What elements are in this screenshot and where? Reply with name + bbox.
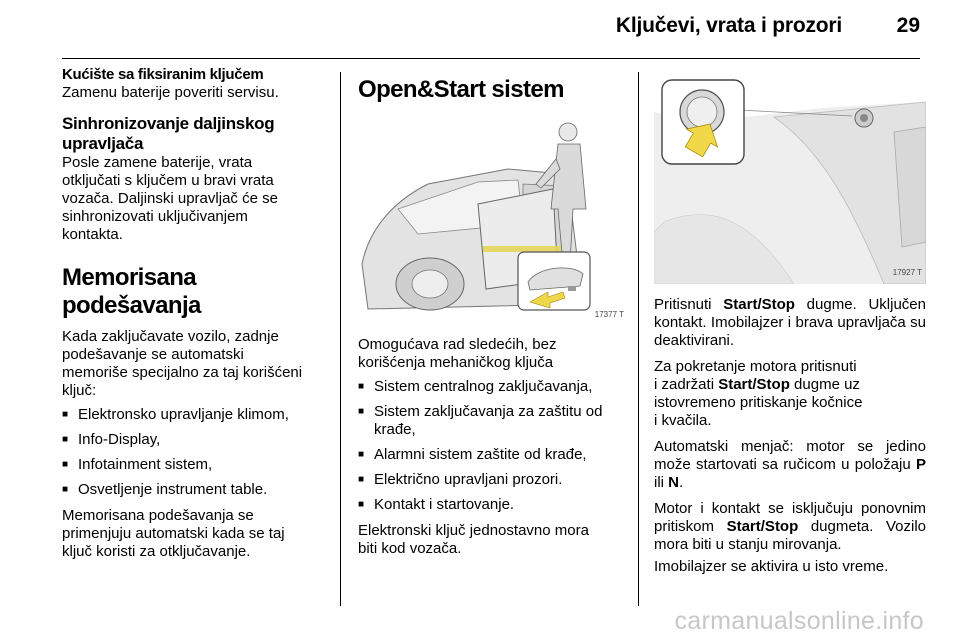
fixed-key-heading: Kućište sa fiksiranim ključem <box>62 66 264 83</box>
text-run: istovremeno pritiskanje kočnice <box>654 394 863 411</box>
column-2 <box>358 72 626 558</box>
watermark: carmanualsonline.info <box>674 607 924 635</box>
text-line: Posle zamene baterije, vrata <box>62 154 253 171</box>
car-door-drawing <box>358 114 626 326</box>
text-run: Automatski menjač: motor se jedino može startovati sa ručicom u položaju <box>654 438 926 473</box>
illustration-code: 17377 T <box>594 310 624 319</box>
gear-p-label: P <box>915 456 926 473</box>
start-stop-label: Start/Stop <box>726 518 799 535</box>
text-line: sinhronizovati uključivanjem <box>62 208 248 225</box>
list-item: ■ Osvetljenje instrument table. <box>62 481 328 499</box>
text-run: i kvačila. <box>654 412 712 429</box>
text-run: Za pokretanje motora pritisnuti <box>654 358 857 375</box>
list-item: ■ Kontakt i startovanje. <box>358 496 626 514</box>
text-run: Motor i kontakt se isključuju ponovnim pritiskom <box>654 500 926 535</box>
text-line: ključ koristi za otključavanje. <box>62 543 251 560</box>
text-run: Pritisnuti <box>654 296 724 313</box>
text-run: . <box>679 474 684 491</box>
sync-heading-line: upravljača <box>62 134 144 153</box>
sync-heading-line: Sinhronizovanje daljinskog <box>62 114 275 133</box>
column-divider-2 <box>638 72 639 606</box>
list-item: ■ Info-Display, <box>62 431 328 449</box>
sync-text <box>62 154 328 244</box>
text-line: kontakta. <box>62 226 123 243</box>
list-item: ■ Alarmni sistem zaštite od krađe, <box>358 446 626 464</box>
text-line: podešavanje se automatski <box>62 346 244 363</box>
list-item: ■ Električno upravljani prozori. <box>358 471 626 489</box>
page-title: Ključevi, vrata i prozori <box>615 14 842 37</box>
open-start-intro <box>358 336 626 372</box>
text-run: dugme uz <box>789 376 860 393</box>
text-run: ili <box>654 474 669 491</box>
text-line: korišćenja mehaničkog ključa <box>358 354 554 371</box>
memo-list <box>62 406 328 499</box>
sync-heading <box>62 114 328 154</box>
memo-closing <box>62 507 328 561</box>
fixed-key-text: Zamenu baterije poveriti servisu. <box>62 84 279 101</box>
paragraph-switch-off <box>654 500 926 554</box>
paragraph-start-stop <box>654 296 926 350</box>
list-item: ■ Infotainment sistem, <box>62 456 328 474</box>
page-number: 29 <box>896 14 920 37</box>
dashboard-drawing <box>654 72 926 284</box>
text-line: primenjuju automatski kada se taj <box>62 525 285 542</box>
list-item: ■ Sistem zaključavanja za zaštitu od krađe, <box>358 403 626 439</box>
memo-heading: Memorisana podešavanja <box>62 264 201 319</box>
start-stop-label: Start/Stop <box>723 296 795 313</box>
text-run: dugme. Uključen kontakt. Imobilajzer i brava upravljača su deaktivirani. <box>654 296 926 349</box>
text-line: Kada zaključavate vozilo, zadnje <box>62 328 279 345</box>
list-item: ■ Sistem centralnog zaključavanja, <box>358 378 626 396</box>
start-button-illustration <box>654 72 926 284</box>
text-line: vozača. Daljinski upravljač će se <box>62 190 278 207</box>
text-line: biti kod vozača. <box>358 540 462 557</box>
text-line: ključ: <box>62 382 97 399</box>
column-3 <box>654 72 926 584</box>
list-item: ■ Elektronsko upravljanje klimom, <box>62 406 328 424</box>
open-start-list <box>358 378 626 514</box>
text-line: memoriše specijalno za taj korišćeni <box>62 364 303 381</box>
column-1 <box>62 66 328 561</box>
memo-intro <box>62 328 328 400</box>
start-stop-label: Start/Stop <box>718 376 790 393</box>
illustration-code: 17927 T <box>892 268 922 277</box>
text-line: Memorisana podešavanja se <box>62 507 254 524</box>
text-line: otključati s ključem u bravi vrata <box>62 172 274 189</box>
car-door-illustration <box>358 114 626 326</box>
paragraph-start-engine <box>654 358 926 430</box>
open-start-heading: Open&Start sistem <box>358 76 564 103</box>
paragraph-immobilizer: Imobilajzer se aktivira u isto vreme. <box>654 558 889 575</box>
open-start-closing <box>358 522 626 558</box>
text-run: i zadržati <box>654 376 719 393</box>
column-divider-1 <box>340 72 341 606</box>
paragraph-automatic <box>654 438 926 492</box>
header-divider <box>62 58 920 59</box>
gear-n-label: N <box>668 474 680 491</box>
text-line: Elektronski ključ jednostavno mora <box>358 522 589 539</box>
text-line: Omogućava rad sledećih, bez <box>358 336 557 353</box>
text-run: dugmeta. Vozilo mora biti u stanju mirovanja. <box>654 518 926 553</box>
